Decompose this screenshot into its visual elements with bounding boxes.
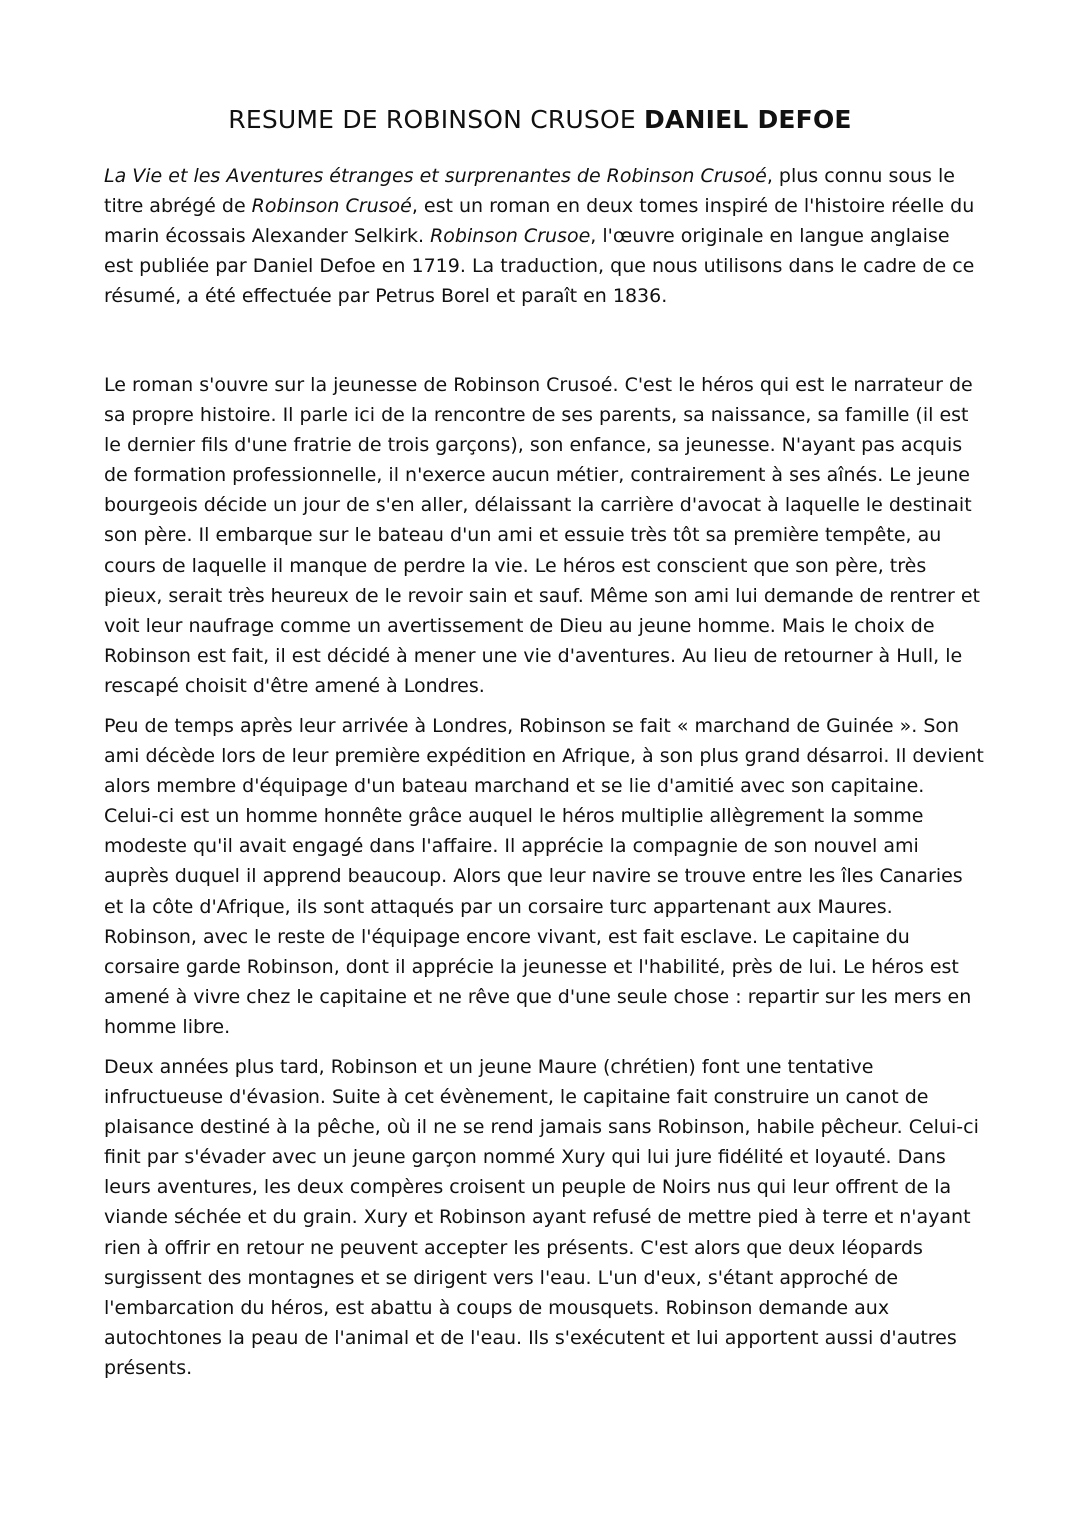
intro-text-1: , plus connu sous le titre abrégé de — [104, 165, 955, 218]
page-title — [0, 102, 1080, 138]
paragraph-escape: Deux années plus tard, Robinson et un jeune Maure (chrétien) font une tentative infructueuse d'évasion. Suite à cet évènement, le capitaine fait construire un canot de plaisance destiné à la pêche, où il ne se rend jamais sans Robinson, habile pêcheur. Celui-ci finit par s'évader avec un jeune garçon nommé Xury qui lui jure fidélité et loyauté. Dans leurs aventures, les deux compères croisent un peuple de Noirs nus qui leur offrent de la viande séchée et du grain. Xury et Robinson ayant refusé de mettre pied à terre et n'ayant rien à offrir en retour ne peuvent accepter les présents. C'est alors que deux léopards surgissent des montagnes et se dirigent vers l'eau. L'un d'eux, s'étant approché de l'embarcation du héros, est abattu à coups de mousquets. Robinson demande aux autochtones la peau de l'animal et de l'eau. Ils s'exécutent et lui apportent aussi d'autres présents. — [104, 1056, 979, 1379]
italic-short-title-1: Robinson Crusoé — [251, 195, 412, 218]
intro-paragraph — [104, 161, 984, 311]
italic-book-title: La Vie et les Aventures étranges et surprenantes de Robinson Crusoé — [104, 165, 767, 187]
title-author: DANIEL DEFOE — [644, 105, 852, 134]
paragraph-london: Peu de temps après leur arrivée à Londres, Robinson se fait « marchand de Guinée ». Son ami décède lors de leur première expédition en Afrique, à son plus grand désarroi. Il devient alors membre d'équipage d'un bateau marchand et se lie d'amitié avec son capitaine. Celui-ci est un homme honnête grâce auquel le héros multiplie allègrement la somme modeste qu'il avait engagé dans l'affaire. Il apprécie la compagnie de son nouvel ami auprès duquel il apprend beaucoup. Alors que leur navire se trouve entre les îles Canaries et la côte d'Afrique, ils sont attaqués par un corsaire turc appartenant aux Maures. Robinson, avec le reste de l'équipage encore vivant, est fait esclave. Le capitaine du corsaire garde Robinson, dont il apprécie la jeunesse et l'habilité, près de lui. Le héros est amené à vivre chez le capitaine et ne rêve que d'une seule chose : repartir sur les mers en homme libre. — [104, 715, 984, 1038]
title-regular: RESUME DE ROBINSON CRUSOE — [228, 105, 636, 134]
paragraph-youth: Le roman s'ouvre sur la jeunesse de Robinson Crusoé. C'est le héros qui est le narrateur de sa propre histoire. Il parle ici de la rencontre de ses parents, sa naissance, sa famille (il est le dernier fils d'une fratrie de trois garçons), son enfance, sa jeunesse. N'ayant pas acquis de formation professionnelle, il n'exerce aucun métier, contrairement à ses aînés. Le jeune bourgeois décide un jour de s'en aller, délaissant la carrière d'avocat à laquelle le destinait son père. Il embarque sur le bateau d'un ami et essuie très tôt sa première tempête, au cours de laquelle il manque de perdre la vie. Le héros est conscient que son père, très pieux, serait très heureux de le revoir sain et sauf. Même son ami lui demande de rentrer et voit leur naufrage comme un avertissement de Dieu au jeune homme. Mais le choix de Robinson est fait, il est décidé à mener une vie d'aventures. Au lieu de retourner à Hull, le rescapé choisit d'être amené à Londres. — [104, 374, 980, 697]
italic-short-title-2: Robinson Crusoe — [430, 225, 591, 248]
intro-text-3: , l'œuvre originale en langue anglaise est publiée par Daniel Defoe en 1719. La traduction, que nous utilisons dans le cadre de ce résumé, a été effectuée par Petrus Borel et paraît en 1836. — [104, 225, 975, 308]
intro-text-2: , est un roman en deux tomes inspiré de l'histoire réelle du marin écossais Alexander Selkirk. — [104, 195, 975, 248]
